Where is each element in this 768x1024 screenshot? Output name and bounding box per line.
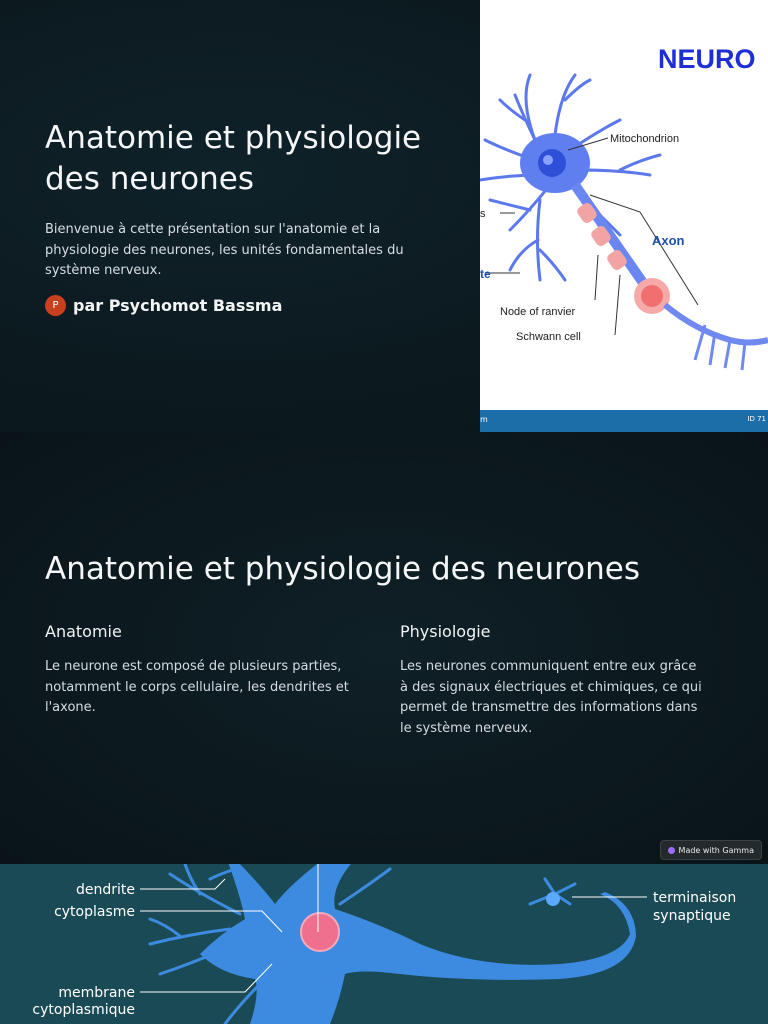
label-mitochondrion: Mitochondrion bbox=[610, 133, 680, 145]
physiology-text: Les neurones communiquent entre eux grâce à des signaux électriques et chimiques, ce qui permet de transmettre des informations dans le système nerveux. bbox=[400, 659, 702, 736]
neuron-diagram-svg-2 bbox=[0, 864, 768, 1024]
footer-left-text: m bbox=[480, 415, 488, 424]
illustration-heading: NEURO bbox=[658, 44, 756, 74]
author-avatar: P bbox=[45, 295, 66, 316]
made-with-gamma-badge[interactable] bbox=[660, 840, 762, 860]
illustration-footer bbox=[480, 410, 768, 432]
author-line bbox=[45, 295, 282, 316]
label-dendrite: dendrite bbox=[75, 882, 135, 898]
badge-label: Made with Gamma bbox=[678, 845, 754, 855]
neuron-shape bbox=[200, 864, 636, 1024]
label-cytoplasmique: cytoplasmique bbox=[32, 1002, 135, 1018]
label-cut-te: te bbox=[480, 267, 491, 281]
label-membrane: membrane bbox=[58, 985, 135, 1001]
neuron-illustration bbox=[480, 0, 768, 432]
content-slide bbox=[0, 432, 768, 864]
label-schwann-cell: Schwann cell bbox=[516, 331, 581, 343]
axon bbox=[575, 185, 768, 370]
author-name: par Psychomot Bassma bbox=[73, 296, 283, 315]
gamma-logo-icon bbox=[668, 847, 675, 854]
title-slide bbox=[0, 0, 768, 432]
slide-title: Anatomie et physiologie des neurones bbox=[45, 120, 422, 197]
footer-id: ID 71 bbox=[747, 415, 766, 423]
label-node-of-ranvier: Node of ranvier bbox=[500, 306, 576, 318]
intro-text: Bienvenue à cette présentation sur l'anatomie et la physiologie des neurones, les unités fondamentales du système nerveux. bbox=[45, 222, 404, 278]
nucleus-circle bbox=[301, 913, 339, 951]
label-cut-s: s bbox=[480, 208, 486, 220]
nucleolus bbox=[543, 155, 553, 165]
anatomy-column bbox=[45, 621, 350, 719]
neuron-diagram-svg bbox=[480, 0, 768, 410]
label-terminaison: terminaison bbox=[653, 890, 737, 906]
neuron-diagram-slide bbox=[0, 864, 768, 1024]
label-axon: Axon bbox=[652, 233, 685, 248]
physiology-heading: Physiologie bbox=[400, 622, 491, 641]
anatomy-text: Le neurone est composé de plusieurs parties, notamment le corps cellulaire, les dendrites et l'axone. bbox=[45, 659, 349, 715]
label-cytoplasme: cytoplasme bbox=[54, 904, 135, 920]
anatomy-heading: Anatomie bbox=[45, 622, 122, 641]
slide-title: Anatomie et physiologie des neurones bbox=[45, 551, 641, 587]
synaptic-terminal bbox=[546, 892, 560, 906]
physiology-column bbox=[400, 621, 705, 739]
label-synaptique: synaptique bbox=[653, 908, 731, 924]
